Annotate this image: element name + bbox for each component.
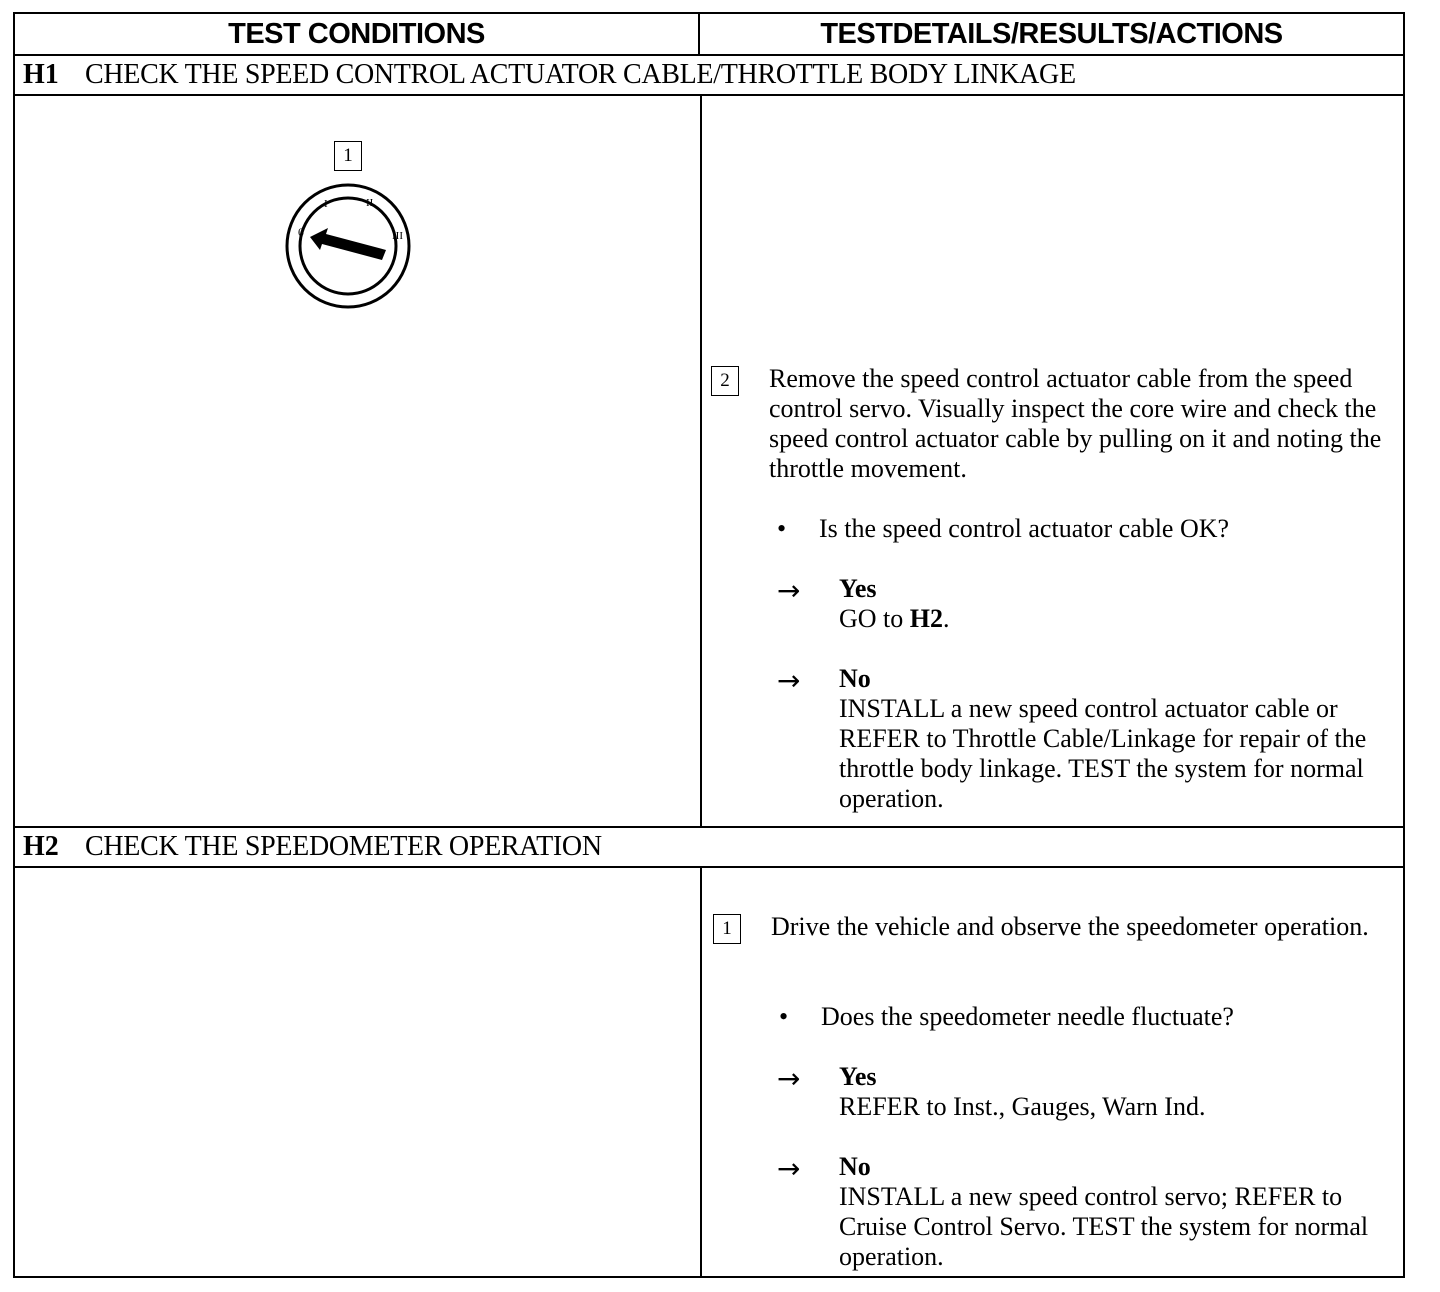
h1-yes-action-link[interactable]: H2 <box>909 604 944 633</box>
h1-question: Is the speed control actuator cable OK? <box>819 514 1230 543</box>
h1-instruction: Remove the speed control actuator cable from the speed control servo. Visually inspect the core wire and check the speed control actuator cable by pulling on it and noting the throttle movement. <box>769 364 1382 483</box>
h1-yes-action-prefix: GO to <box>839 604 910 633</box>
section-h1-title-row <box>15 56 1403 96</box>
h2-no-label: No <box>839 1152 871 1181</box>
h1-no-action: INSTALL a new speed control actuator cable or REFER to Throttle Cable/Linkage for repair of the throttle body linkage. TEST the system for normal operation. <box>839 694 1367 813</box>
h1-yes-action <box>839 604 1389 634</box>
section-h1-title: CHECK THE SPEED CONTROL ACTUATOR CABLE/THROTTLE BODY LINKAGE <box>85 59 1076 90</box>
h2-no-answer <box>839 1152 1399 1272</box>
h1-no-answer <box>839 664 1399 814</box>
h1-column-divider <box>700 96 702 828</box>
h2-question: Does the speedometer needle fluctuate? <box>821 1002 1234 1031</box>
h2-yes-action: REFER to Inst., Gauges, Warn Ind. <box>839 1092 1206 1121</box>
h1-step-box: 2 <box>711 366 739 396</box>
h2-no-action: INSTALL a new speed control servo; REFER to Cruise Control Servo. TEST the system for normal operation. <box>839 1182 1369 1271</box>
h2-no-arrow-icon: → <box>777 1152 801 1185</box>
dial-label-0: 0 <box>298 225 304 239</box>
h1-yes-arrow-icon: → <box>777 574 801 607</box>
dial-label-2: II <box>366 197 374 209</box>
h1-yes-label: Yes <box>839 574 877 603</box>
h2-yes-label: Yes <box>839 1062 877 1091</box>
section-h2-title: CHECK THE SPEEDOMETER OPERATION <box>85 831 602 862</box>
header-test-details: TESTDETAILS/RESULTS/ACTIONS <box>700 14 1403 56</box>
section-h2-title-row <box>15 828 1403 868</box>
h1-no-arrow-icon: → <box>777 664 801 697</box>
h2-instruction: Drive the vehicle and observe the speedometer operation. <box>771 912 1369 941</box>
h2-yes-arrow-icon: → <box>777 1062 801 1095</box>
section-h1-code: H1 <box>23 59 59 90</box>
h2-question-bullet: • <box>779 1002 789 1031</box>
dial-label-1: I <box>324 198 328 210</box>
diagnostic-table <box>13 12 1405 1278</box>
h2-step-box: 1 <box>713 914 741 944</box>
dial-key-pointer <box>310 228 386 260</box>
h1-left-step-box: 1 <box>334 141 362 171</box>
h1-no-label: No <box>839 664 871 693</box>
ignition-switch-icon <box>280 182 420 312</box>
h2-yes-answer <box>839 1062 1389 1122</box>
section-h2-code: H2 <box>23 831 59 862</box>
h1-question-bullet: • <box>777 514 787 543</box>
h2-column-divider <box>700 868 702 1278</box>
h1-yes-action-suffix: . <box>943 604 950 633</box>
dial-label-3: III <box>392 230 403 242</box>
header-test-conditions: TEST CONDITIONS <box>15 14 700 56</box>
h1-yes-answer <box>839 574 1389 634</box>
